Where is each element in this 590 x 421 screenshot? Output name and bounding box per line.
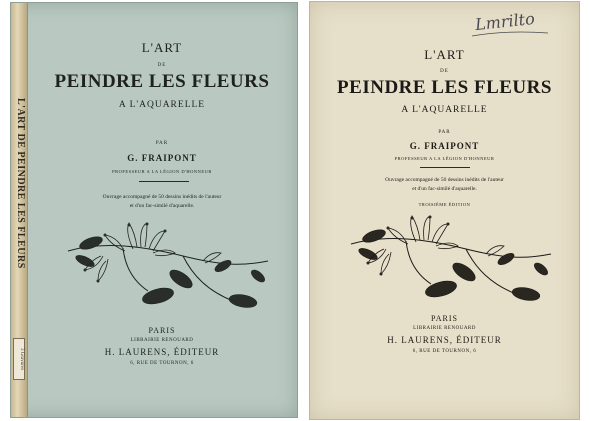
cover-subtitle: A L'AQUARELLE — [118, 100, 206, 110]
page-title-art: L'ART — [424, 47, 465, 62]
cover-publisher: H. LAURENS, ÉDITEUR — [104, 347, 220, 357]
page-city: PARIS — [431, 314, 458, 323]
cover-par: PAR — [155, 141, 169, 146]
spine-title: L'ART DE PEINDRE LES FLEURS — [15, 97, 26, 269]
cover-library: LIBRAIRIE RENOUARD — [130, 338, 194, 343]
book-spine — [11, 3, 28, 417]
page-address: 6, RUE DE TOURNON, 6 — [412, 349, 477, 354]
honeysuckle-illustration — [346, 214, 556, 304]
cover-title-art: L'ART — [141, 40, 183, 55]
spine-label: 3 Gravures — [13, 338, 25, 380]
page-publisher: H. LAURENS, ÉDITEUR — [387, 335, 502, 345]
page-description-line1: Ouvrage accompagné de 50 dessins inédits de l'auteur — [385, 177, 504, 183]
page-author: G. FRAIPONT — [409, 141, 480, 151]
cover-title-main: PEINDRE LES FLEURS — [54, 71, 270, 92]
page-author-title: PROFESSEUR A LA LÉGION D'HONNEUR — [394, 156, 495, 161]
page-library: LIBRAIRIE RENOUARD — [413, 326, 476, 331]
cover-content — [27, 3, 297, 417]
signature-underline — [470, 30, 550, 38]
cover-description-line1: Ouvrage accompagné de 50 dessins inédits de l'auteur — [102, 194, 222, 200]
cover-description-line2: et d'un fac-similé d'aquarelle. — [129, 203, 195, 209]
cover-city: PARIS — [148, 326, 176, 335]
title-page — [309, 1, 580, 420]
page-edition: TROISIÈME ÉDITION — [418, 202, 471, 207]
page-subtitle: A L'AQUARELLE — [401, 105, 488, 115]
title-page-content — [310, 2, 579, 419]
cover-address: 6, RUE DE TOURNON, 6 — [130, 361, 194, 366]
cover-divider — [139, 181, 189, 182]
cover-title-de: DE — [157, 63, 167, 68]
page-title-main: PEINDRE LES FLEURS — [337, 77, 552, 98]
page-divider — [420, 167, 470, 168]
cover-author: G. FRAIPONT — [127, 153, 197, 163]
book-cover — [10, 2, 298, 418]
handwritten-signature: Lmrilto — [474, 8, 536, 35]
page-description-line2: et d'un fac-similé d'aquarelle. — [412, 186, 477, 192]
page-title-de: DE — [440, 69, 449, 74]
honeysuckle-illustration — [63, 221, 273, 311]
page-par: PAR — [438, 130, 451, 135]
cover-author-title: PROFESSEUR A LA LÉGION D'HONNEUR — [112, 169, 212, 174]
